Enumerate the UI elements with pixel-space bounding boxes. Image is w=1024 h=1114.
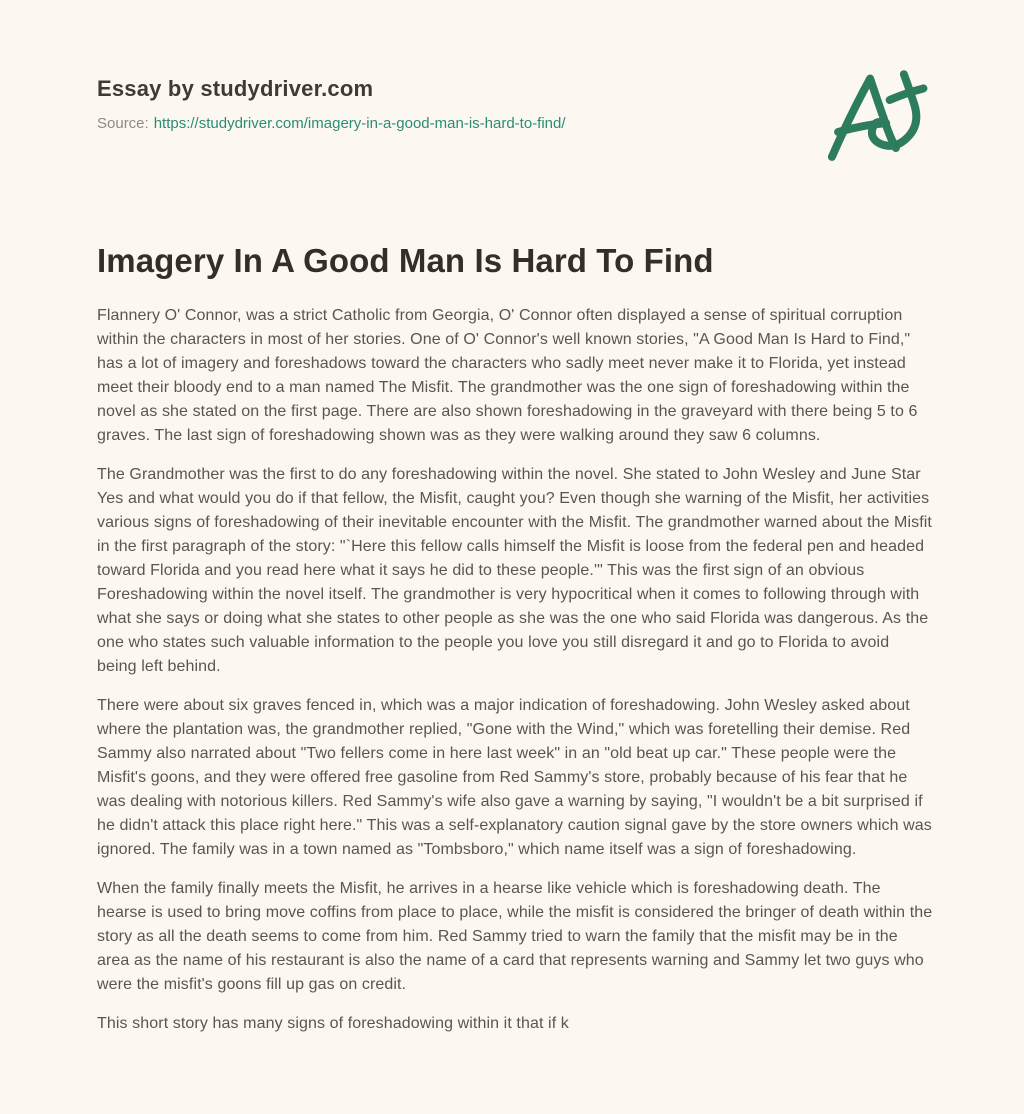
a-plus-logo-icon [825,68,933,164]
source-link[interactable]: https://studydriver.com/imagery-in-a-good-man-is-hard-to-find/ [153,115,566,132]
source-line [97,115,933,132]
essay-paragraph: This short story has many signs of foreshadowing within it that if k [97,1015,569,1032]
essay-paragraph: When the family finally meets the Misfit, he arrives in a hearse like vehicle which is foreshadowing death. The hearse is used to bring move coffins from place to place, while the misfit is considered the bringer of death within the story as all the death seems to come from him. Red Sammy tried to warn the family that the misfit may be in the area as the name of his restaurant is also the name of a card that represents warning and Sammy let two guys who were the misfit's goons fill up gas on credit. [97,880,933,993]
essay-title: Imagery In A Good Man Is Hard To Find [97,242,714,279]
essay-paragraph: Flannery O' Connor, was a strict Catholic from Georgia, O' Connor often displayed a sense of spiritual corruption within the characters in most of her stories. One of O' Connor's well known stories, "A Good Man Is Hard to Find," has a lot of imagery and foreshadows toward the characters who sadly meet never make it to Florida, yet instead meet their bloody end to a man named The Misfit. The grandmother was the one sign of foreshadowing within the novel as she stated on the first page. There are also shown foreshadowing in the graveyard with there being 5 to 6 graves. The last sign of foreshadowing shown was as they were walking around they saw 6 columns. [97,307,918,444]
essay-body [97,304,933,1036]
source-label: Source: [97,115,149,132]
essay-paragraph: The Grandmother was the first to do any foreshadowing within the novel. She stated to John Wesley and June Star Yes and what would you do if that fellow, the Misfit, caught you? Even though she warning of the Misfit, her activities various signs of foreshadowing of their inevitable encounter with the Misfit. The grandmother warned about the Misfit in the first paragraph of the story: "`Here this fellow calls himself the Misfit is loose from the federal pen and headed toward Florida and you read here what it says he did to these people.'" This was the first sign of an obvious Foreshadowing within the novel itself. The grandmother is very hypocritical when it comes to following through with what she says or doing what she states to other people as she was the one who said Florida was dangerous. As the one who states such valuable information to the people you love you still disregard it and go to Florida to avoid being left behind. [97,466,932,675]
page-content [97,0,933,1051]
document-header-title: Essay by studydriver.com [97,76,374,101]
essay-paragraph: There were about six graves fenced in, which was a major indication of foreshadowing. John Wesley asked about where the plantation was, the grandmother replied, "Gone with the Wind," which was foretelling their demise. Red Sammy also narrated about "Two fellers come in here last week" in an "old beat up car." These people were the Misfit's goons, and they were offered free gasoline from Red Sammy's store, probably because of his fear that he was dealing with notorious killers. Red Sammy's wife also gave a warning by saying, "I wouldn't be a bit surprised if he didn't attack this place right here." This was a self-explanatory caution signal gave by the store owners which was ignored. The family was in a town named as "Tombsboro," which name itself was a sign of foreshadowing. [97,697,932,858]
